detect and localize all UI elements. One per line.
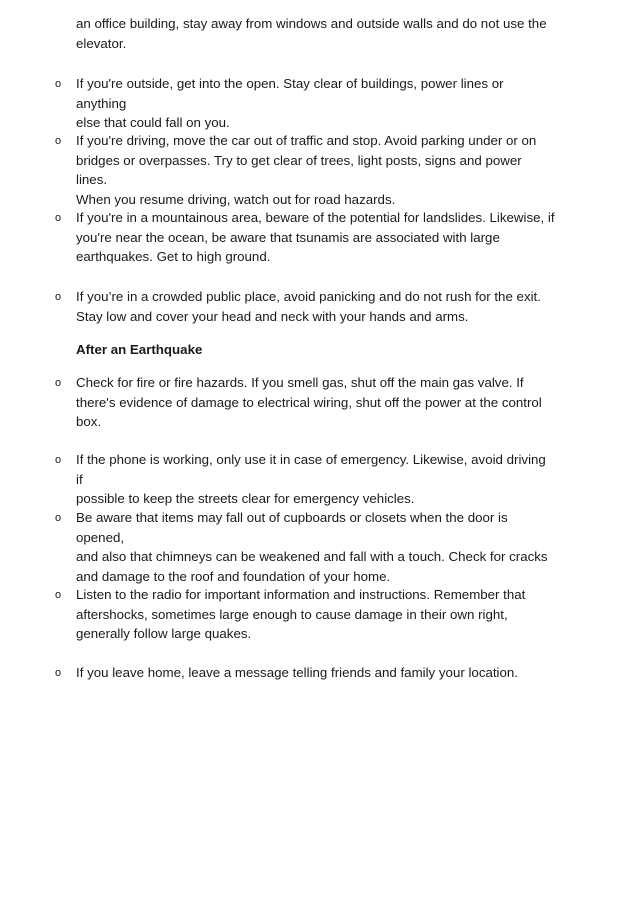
bullet-marker: o xyxy=(55,291,62,303)
list-item-phone: If the phone is working, only use it in case of emergency. Likewise, avoid driving if possible to keep the streets clear for emergency vehicles. xyxy=(76,452,546,506)
bullet-marker: o xyxy=(55,589,62,601)
bullet-marker: o xyxy=(55,135,62,147)
bullet-marker: o xyxy=(55,78,62,90)
bullet-marker: o xyxy=(55,512,62,524)
list-item-leave-home: If you leave home, leave a message telling friends and family your location. xyxy=(76,665,518,680)
after-earthquake-heading: After an Earthquake xyxy=(76,342,203,357)
list-item-fire-hazards: Check for fire or fire hazards. If you smell gas, shut off the main gas valve. If there's evidence of damage to electrical wiring, shut off the power at the control box. xyxy=(76,375,542,429)
list-item-cupboards: Be aware that items may fall out of cupboards or closets when the door is opened, and also that chimneys can be weakened and fall with a touch. Check for cracks and damage to the roof and foundation of your home. xyxy=(76,510,548,584)
list-item-outside: If you're outside, get into the open. Stay clear of buildings, power lines or anything else that could fall on you. xyxy=(76,76,504,130)
list-item-driving: If you're driving, move the car out of traffic and stop. Avoid parking under or on bridges or overpasses. Try to get clear of trees, light posts, signs and power lines. When you resume driving, watch out for road hazards. xyxy=(76,133,537,207)
intro-continuation-text: an office building, stay away from windows and outside walls and do not use the elevator. xyxy=(76,16,547,51)
list-item-radio: Listen to the radio for important information and instructions. Remember that aftershocks, sometimes large enough to cause damage in their own right, generally follow large quakes. xyxy=(76,587,526,641)
bullet-marker: o xyxy=(55,454,62,466)
bullet-marker: o xyxy=(55,377,62,389)
bullet-marker: o xyxy=(55,667,62,679)
list-item-crowded-place: If you’re in a crowded public place, avoid panicking and do not rush for the exit. Stay low and cover your head and neck with your hands and arms. xyxy=(76,289,541,324)
list-item-mountainous: If you're in a mountainous area, beware of the potential for landslides. Likewise, if you're near the ocean, be aware that tsunamis are associated with large earthquakes. Get to high ground. xyxy=(76,210,555,264)
bullet-marker: o xyxy=(55,212,62,224)
